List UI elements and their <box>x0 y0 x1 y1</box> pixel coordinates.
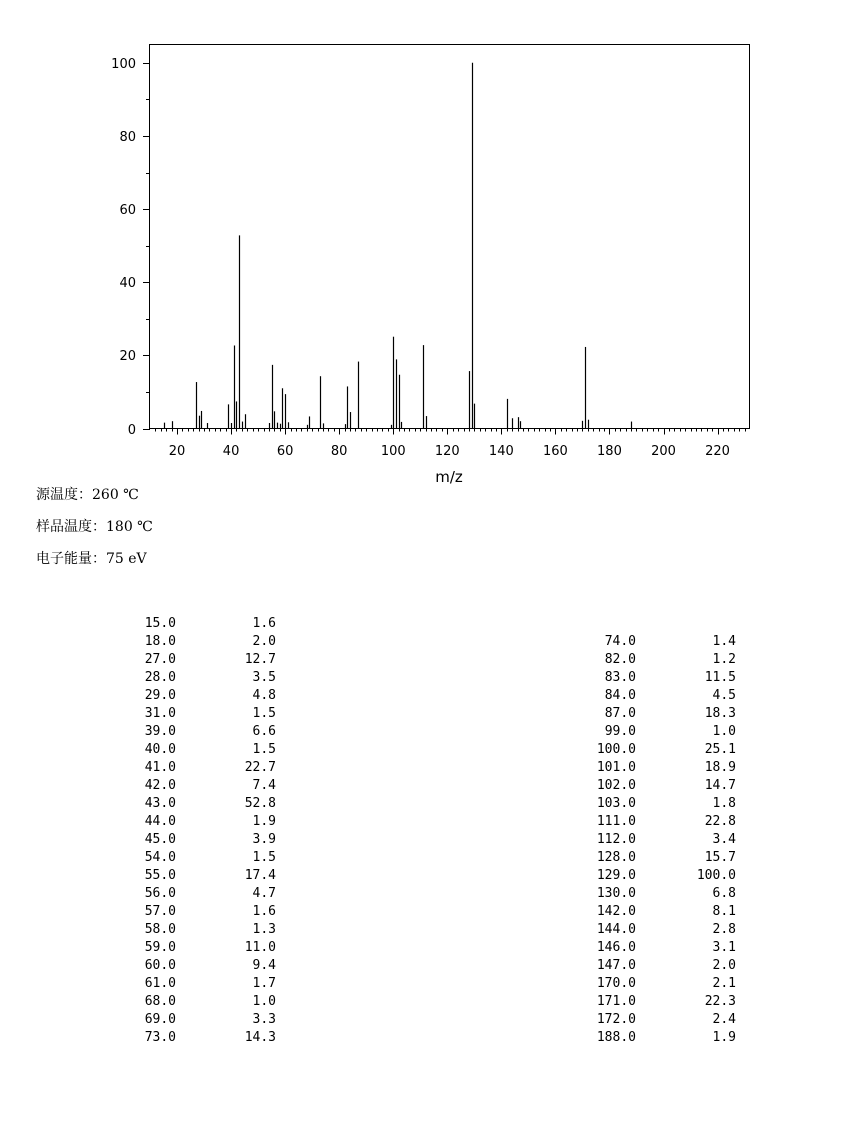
abundance-value: 2.1 <box>712 976 736 991</box>
table-row <box>580 1011 736 1029</box>
abundance-value: 2.4 <box>712 1012 736 1027</box>
x-tick-label: 200 <box>651 444 676 459</box>
abundance-value: 3.3 <box>252 1012 276 1027</box>
table-row <box>120 741 276 759</box>
table-row <box>120 813 276 831</box>
mz-value: 55.0 <box>144 868 176 883</box>
table-row <box>580 885 736 903</box>
mz-value: 83.0 <box>604 670 636 685</box>
table-row <box>120 633 276 651</box>
mz-value: 100.0 <box>596 742 636 757</box>
mz-value: 103.0 <box>596 796 636 811</box>
table-row <box>120 777 276 795</box>
abundance-value: 11.5 <box>704 670 736 685</box>
peak-series <box>165 63 632 429</box>
x-tick-label: 40 <box>222 444 240 459</box>
y-tick-label: 60 <box>119 203 136 218</box>
abundance-value: 12.7 <box>244 652 276 667</box>
y-axis <box>111 57 150 438</box>
table-row <box>580 831 736 849</box>
table-row <box>580 633 736 651</box>
mz-value: 60.0 <box>144 958 176 973</box>
mz-value: 146.0 <box>596 940 636 955</box>
mz-value: 58.0 <box>144 922 176 937</box>
abundance-value: 8.1 <box>712 904 736 919</box>
abundance-value: 1.9 <box>712 1030 736 1045</box>
y-tick-label: 100 <box>111 57 136 72</box>
table-row <box>120 1029 276 1047</box>
abundance-value: 52.8 <box>244 796 276 811</box>
mz-value: 42.0 <box>144 778 176 793</box>
abundance-value: 1.4 <box>712 634 736 649</box>
table-row <box>580 993 736 1011</box>
abundance-value: 2.0 <box>252 634 276 649</box>
mz-value: 45.0 <box>144 832 176 847</box>
abundance-value: 22.3 <box>704 994 736 1009</box>
mz-value: 142.0 <box>596 904 636 919</box>
mz-value: 171.0 <box>596 994 636 1009</box>
mz-value: 84.0 <box>604 688 636 703</box>
abundance-value: 14.7 <box>704 778 736 793</box>
table-row <box>580 669 736 687</box>
abundance-value: 3.5 <box>252 670 276 685</box>
abundance-value: 1.9 <box>252 814 276 829</box>
mass-spectrum-chart <box>0 0 850 490</box>
table-row <box>580 975 736 993</box>
sample-temperature: 样品温度：180 ℃ <box>36 519 153 535</box>
conditions-block <box>36 484 153 580</box>
abundance-value: 1.6 <box>252 904 276 919</box>
abundance-value: 1.6 <box>252 616 276 631</box>
mz-value: 41.0 <box>144 760 176 775</box>
mz-value: 130.0 <box>596 886 636 901</box>
abundance-value: 18.3 <box>704 706 736 721</box>
abundance-value: 15.7 <box>704 850 736 865</box>
table-row <box>120 975 276 993</box>
mz-value: 27.0 <box>144 652 176 667</box>
table-row <box>120 651 276 669</box>
peak-table-left <box>120 615 276 1047</box>
source-temperature: 源温度：260 ℃ <box>36 487 139 503</box>
mz-value: 73.0 <box>144 1030 176 1045</box>
abundance-value: 22.8 <box>704 814 736 829</box>
abundance-value: 3.1 <box>712 940 736 955</box>
x-tick-label: 100 <box>380 444 406 459</box>
abundance-value: 100.0 <box>696 868 736 883</box>
mz-value: 44.0 <box>144 814 176 829</box>
mz-value: 68.0 <box>144 994 176 1009</box>
table-row <box>580 867 736 885</box>
abundance-value: 11.0 <box>244 940 276 955</box>
mz-value: 31.0 <box>144 706 176 721</box>
x-tick-label: 60 <box>276 444 294 459</box>
mz-value: 82.0 <box>604 652 636 667</box>
table-row <box>580 903 736 921</box>
mz-value: 128.0 <box>596 850 636 865</box>
mz-value: 101.0 <box>596 760 636 775</box>
mz-value: 102.0 <box>596 778 636 793</box>
mz-value: 74.0 <box>604 634 636 649</box>
y-tick-label: 40 <box>119 276 136 291</box>
peak-table-right <box>580 633 736 1047</box>
y-tick-label: 20 <box>119 349 136 364</box>
mz-value: 99.0 <box>604 724 636 739</box>
table-row <box>580 723 736 741</box>
abundance-value: 1.5 <box>252 742 276 757</box>
table-row <box>580 813 736 831</box>
mz-value: 40.0 <box>144 742 176 757</box>
table-row <box>120 795 276 813</box>
abundance-value: 14.3 <box>244 1030 276 1045</box>
table-row <box>120 759 276 777</box>
table-row <box>120 957 276 975</box>
abundance-value: 6.8 <box>712 886 736 901</box>
mz-value: 188.0 <box>596 1030 636 1045</box>
table-row <box>120 615 276 633</box>
abundance-value: 1.0 <box>712 724 736 739</box>
mz-value: 144.0 <box>596 922 636 937</box>
table-row <box>580 651 736 669</box>
mz-value: 15.0 <box>144 616 176 631</box>
table-row <box>580 795 736 813</box>
table-row <box>120 723 276 741</box>
mz-value: 28.0 <box>144 670 176 685</box>
table-row <box>120 1011 276 1029</box>
table-row <box>120 903 276 921</box>
x-axis-label: m/z <box>435 468 463 486</box>
x-tick-label: 180 <box>597 444 622 459</box>
abundance-value: 1.5 <box>252 706 276 721</box>
mz-value: 147.0 <box>596 958 636 973</box>
y-tick-label: 0 <box>127 423 136 438</box>
abundance-value: 17.4 <box>244 868 276 883</box>
abundance-value: 2.0 <box>712 958 736 973</box>
table-row <box>580 921 736 939</box>
table-row <box>580 741 736 759</box>
table-row <box>120 939 276 957</box>
abundance-value: 7.4 <box>252 778 276 793</box>
mz-value: 29.0 <box>144 688 176 703</box>
abundance-value: 3.4 <box>712 832 736 847</box>
table-row <box>120 867 276 885</box>
table-row <box>120 831 276 849</box>
mz-value: 39.0 <box>144 724 176 739</box>
table-row <box>580 759 736 777</box>
x-tick-label: 160 <box>542 444 568 459</box>
abundance-value: 1.8 <box>712 796 736 811</box>
mz-value: 69.0 <box>144 1012 176 1027</box>
abundance-value: 4.7 <box>252 886 276 901</box>
abundance-value: 22.7 <box>244 760 276 775</box>
mz-value: 172.0 <box>596 1012 636 1027</box>
abundance-value: 3.9 <box>252 832 276 847</box>
table-row <box>580 777 736 795</box>
table-row <box>120 687 276 705</box>
x-tick-label: 120 <box>434 444 460 459</box>
table-row <box>120 921 276 939</box>
y-tick-label: 80 <box>119 130 136 145</box>
mz-value: 129.0 <box>596 868 636 883</box>
mz-value: 111.0 <box>596 814 636 829</box>
table-row <box>120 885 276 903</box>
abundance-value: 6.6 <box>252 724 276 739</box>
abundance-value: 1.0 <box>252 994 276 1009</box>
abundance-value: 1.5 <box>252 850 276 865</box>
mz-value: 43.0 <box>144 796 176 811</box>
table-row <box>580 957 736 975</box>
table-row <box>120 993 276 1011</box>
mz-value: 59.0 <box>144 940 176 955</box>
table-row <box>580 687 736 705</box>
mz-value: 56.0 <box>144 886 176 901</box>
abundance-value: 1.3 <box>252 922 276 937</box>
abundance-value: 4.5 <box>712 688 736 703</box>
table-row <box>120 669 276 687</box>
mz-value: 170.0 <box>596 976 636 991</box>
mz-value: 87.0 <box>604 706 636 721</box>
mz-value: 18.0 <box>144 634 176 649</box>
abundance-value: 4.8 <box>252 688 276 703</box>
x-tick-label: 80 <box>330 444 348 459</box>
abundance-value: 25.1 <box>704 742 736 757</box>
abundance-value: 9.4 <box>252 958 276 973</box>
table-row <box>120 705 276 723</box>
mz-value: 112.0 <box>596 832 636 847</box>
x-tick-label: 220 <box>705 444 730 459</box>
table-row <box>580 705 736 723</box>
abundance-value: 18.9 <box>704 760 736 775</box>
table-row <box>120 849 276 867</box>
table-row <box>580 1029 736 1047</box>
mz-value: 61.0 <box>144 976 176 991</box>
table-row <box>580 939 736 957</box>
electron-energy: 电子能量：75 eV <box>36 551 147 567</box>
mz-value: 57.0 <box>144 904 176 919</box>
abundance-value: 2.8 <box>712 922 736 937</box>
mz-value: 54.0 <box>144 850 176 865</box>
x-axis <box>156 429 746 460</box>
abundance-value: 1.2 <box>712 652 736 667</box>
x-tick-label: 140 <box>488 444 514 459</box>
x-tick-label: 20 <box>168 444 186 459</box>
abundance-value: 1.7 <box>252 976 276 991</box>
table-row <box>580 849 736 867</box>
